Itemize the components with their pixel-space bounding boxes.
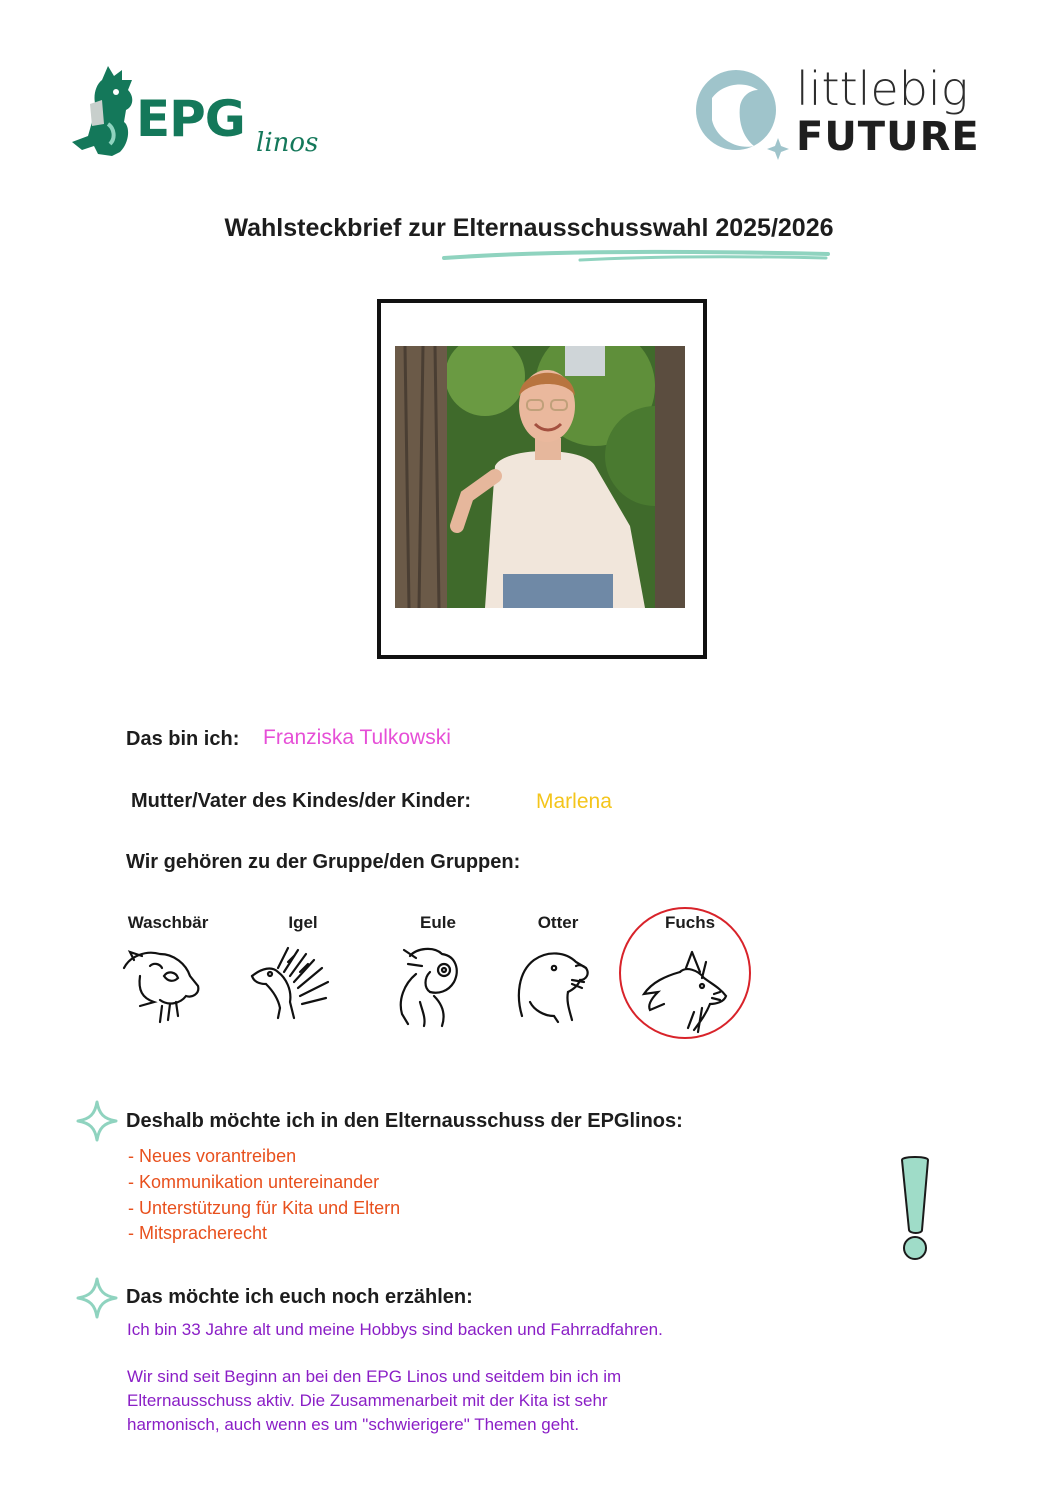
reason-item: - Mitspracherecht: [128, 1223, 268, 1243]
portrait-frame: [377, 299, 707, 659]
reason-item: - Neues vorantreiben: [128, 1146, 297, 1166]
littlebig-text: littlebig: [796, 62, 969, 116]
child-label: Mutter/Vater des Kindes/der Kinder:: [131, 790, 472, 812]
dragon-mascot-icon: [68, 62, 140, 162]
owl-icon: [394, 944, 464, 1028]
group-label-waschbaer: Waschbär: [127, 913, 209, 932]
epg-logo-text: EPG: [136, 90, 245, 148]
sparkle-icon: [76, 1277, 118, 1319]
group-label-otter: Otter: [537, 913, 579, 932]
otter-circle-logo-icon: [692, 68, 792, 164]
name-value: Franziska Tulkowski: [263, 726, 451, 749]
reasons-heading: Deshalb möchte ich in den Elternausschuss der EPGlinos:: [126, 1110, 683, 1132]
group-label-igel: Igel: [288, 913, 318, 932]
littlebig-future-logo: [692, 62, 992, 164]
child-value: Marlena: [536, 790, 612, 813]
story-line: Elternausschuss aktiv. Die Zusammenarbeit mit der Kita ist sehr: [127, 1391, 608, 1410]
otter-icon: [514, 946, 592, 1026]
hedgehog-icon: [248, 942, 334, 1022]
page-title: Wahlsteckbrief zur Elternausschusswahl 2025/2026: [224, 214, 834, 242]
story-line: harmonisch, auch wenn es um "schwierigere" Themen geht.: [127, 1415, 580, 1434]
linos-logo-text: linos: [256, 128, 319, 158]
group-label-fuchs: Fuchs: [664, 913, 716, 932]
group-label-eule: Eule: [420, 913, 456, 932]
reason-item: - Unterstützung für Kita und Eltern: [128, 1198, 401, 1218]
exclamation-icon: [894, 1154, 936, 1264]
portrait-photo: [395, 346, 685, 608]
story-line: Wir sind seit Beginn an bei den EPG Linos und seitdem bin ich im: [127, 1367, 622, 1386]
fox-icon: [636, 948, 732, 1036]
future-text: FUTURE: [796, 114, 980, 160]
title-underline-brush: [440, 244, 832, 264]
raccoon-icon: [120, 946, 202, 1026]
groups-heading: Wir gehören zu der Gruppe/den Gruppen:: [126, 851, 521, 873]
name-label: Das bin ich:: [126, 728, 240, 750]
sparkle-icon: [76, 1100, 118, 1142]
story-heading: Das möchte ich euch noch erzählen:: [126, 1286, 473, 1308]
reason-item: - Kommunikation untereinander: [128, 1172, 380, 1192]
epg-linos-logo: [68, 62, 319, 162]
story-line: Ich bin 33 Jahre alt und meine Hobbys sind backen und Fahrradfahren.: [127, 1320, 663, 1339]
